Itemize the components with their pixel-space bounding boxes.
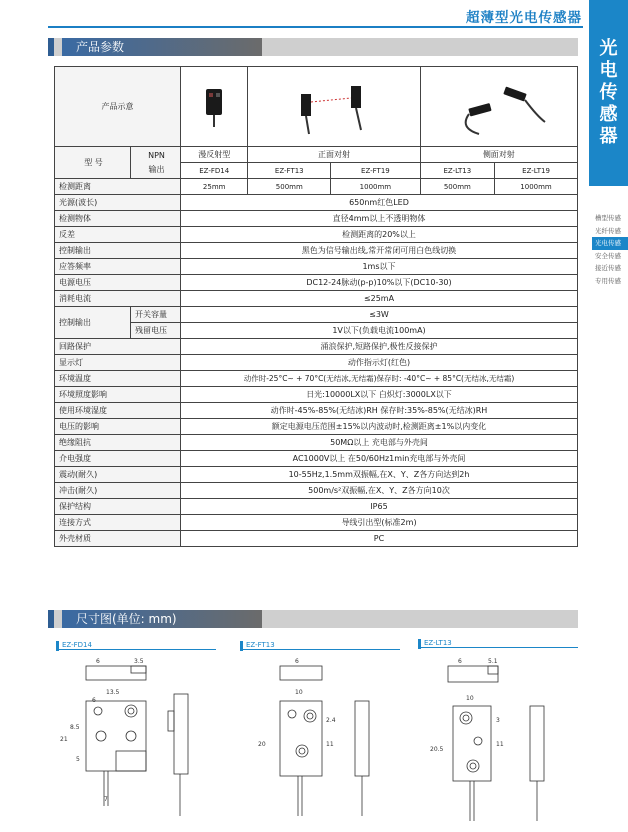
- row-value: 10-55Hz,1.5mm双振幅,在X、Y、Z各方向达到2h: [181, 467, 578, 483]
- row-label: 显示灯: [55, 355, 181, 371]
- diagram-label: EZ-FD14: [56, 641, 216, 650]
- dim-text: 6: [295, 658, 299, 665]
- row-label: 介电强度: [55, 451, 181, 467]
- dim-text: 11: [326, 741, 334, 748]
- row-label: 电源电压: [55, 275, 181, 291]
- section-bar: [48, 38, 54, 56]
- side-category-tab[interactable]: [589, 0, 628, 186]
- dim-text: 2.4: [326, 717, 336, 724]
- row-label: 检测距离: [55, 179, 181, 195]
- section-header-params: [48, 38, 578, 56]
- side-tab-char: 光: [599, 38, 618, 59]
- distance-cell: 1000mm: [495, 179, 578, 195]
- type-cell: 漫反射型: [181, 147, 248, 163]
- row-label: 电压的影响: [55, 419, 181, 435]
- side-tab-char: 器: [599, 126, 618, 147]
- dim-text: 3: [496, 717, 500, 724]
- row-value: 1V以下(负载电流100mA): [181, 323, 578, 339]
- row-value: 直径4mm以上不透明物体: [181, 211, 578, 227]
- dim-text: 10: [466, 695, 474, 702]
- type-cell: 正面对射: [248, 147, 420, 163]
- dim-text: 3.5: [134, 658, 144, 665]
- side-menu-item-active[interactable]: 光电传感: [592, 237, 628, 250]
- spec-table: [54, 66, 578, 547]
- section-title: 尺寸图(单位: mm): [62, 610, 262, 628]
- npn-label: NPN 输出: [131, 147, 181, 179]
- row-value: 动作指示灯(红色): [181, 355, 578, 371]
- type-cell: 侧面对射: [420, 147, 577, 163]
- model-cell: EZ-FD14: [181, 163, 248, 179]
- side-tab-char: 传: [599, 82, 618, 103]
- section-title: 产品参数: [62, 38, 262, 56]
- row-label: 控制输出: [55, 243, 181, 259]
- row-label: 冲击(耐久): [55, 483, 181, 499]
- product-image-fd: [181, 67, 248, 147]
- row-value: 1ms以下: [181, 259, 578, 275]
- side-tab-char: 电: [599, 60, 618, 81]
- dim-text: 13.5: [106, 689, 120, 696]
- dim-text: 8.5: [70, 724, 80, 731]
- distance-cell: 500mm: [248, 179, 331, 195]
- row-value: PC: [181, 531, 578, 547]
- row-value: 导线引出型(标准2m): [181, 515, 578, 531]
- row-value: 动作时-25°C~ + 70°C(无结冰,无结霜)保存时: -40°C~ + 85°C(无结冰,无结霜): [181, 371, 578, 387]
- dim-text: 20.5: [430, 746, 444, 753]
- sub-label: 残留电压: [131, 323, 181, 339]
- row-value: DC12-24脉动(p-p)10%以下(DC10-30): [181, 275, 578, 291]
- dim-text: 5: [76, 756, 80, 763]
- row-label: 环境温度: [55, 371, 181, 387]
- product-image-label: 产品示意: [55, 67, 181, 147]
- distance-cell: 25mm: [181, 179, 248, 195]
- row-value: 650nm红色LED: [181, 195, 578, 211]
- dim-text: 5.1: [488, 658, 498, 665]
- side-menu-item[interactable]: 接近传感: [595, 264, 621, 272]
- diagram-label: EZ-LT13: [418, 639, 578, 648]
- section-header-dims: [48, 610, 578, 628]
- title-underline: [48, 26, 583, 28]
- dim-text: 6: [92, 697, 96, 704]
- row-label: 保护结构: [55, 499, 181, 515]
- side-menu-item[interactable]: 安全传感: [595, 251, 621, 260]
- dimension-drawing-fd14: [56, 656, 226, 832]
- dimension-drawing-ft13: [240, 656, 390, 832]
- row-value: 黑色为信号输出线,常开常闭可用白色线切换: [181, 243, 578, 259]
- row-value: AC1000V以上 在50/60Hz1min充电部与外壳间: [181, 451, 578, 467]
- row-label: 外壳材质: [55, 531, 181, 547]
- model-cell: EZ-FT19: [331, 163, 420, 179]
- product-image-lt: [420, 67, 577, 147]
- row-value: ≤3W: [181, 307, 578, 323]
- row-value: 涌浪保护,短路保护,极性反接保护: [181, 339, 578, 355]
- side-tab-char: 感: [599, 104, 618, 125]
- model-cell: EZ-FT13: [248, 163, 331, 179]
- row-value: 日光:10000LX以下 白炽灯:3000LX以下: [181, 387, 578, 403]
- dim-text: 20: [258, 741, 266, 748]
- row-label: 环境照度影响: [55, 387, 181, 403]
- dim-text: 6: [96, 658, 100, 665]
- row-label: 回路保护: [55, 339, 181, 355]
- section-bar: [48, 610, 54, 628]
- dim-text: 7: [104, 796, 108, 803]
- model-label: 型 号: [55, 147, 131, 179]
- side-menu-item[interactable]: 光纤传感: [595, 226, 621, 235]
- row-label: 绝缘阻抗: [55, 435, 181, 451]
- row-value: 动作时-45%-85%(无结冰)RH 保存时:35%-85%(无结冰)RH: [181, 403, 578, 419]
- row-label: 连接方式: [55, 515, 181, 531]
- row-value: 500m/s²双振幅,在X、Y、Z各方向10次: [181, 483, 578, 499]
- row-label: 使用环境湿度: [55, 403, 181, 419]
- row-label: 检测物体: [55, 211, 181, 227]
- row-label: 反差: [55, 227, 181, 243]
- row-label: 震动(耐久): [55, 467, 181, 483]
- row-label: 应答频率: [55, 259, 181, 275]
- dim-text: 21: [60, 736, 68, 743]
- distance-cell: 500mm: [420, 179, 494, 195]
- row-value: ≤25mA: [181, 291, 578, 307]
- row-label: 光源(波长): [55, 195, 181, 211]
- page-title: 超薄型光电传感器: [466, 10, 582, 26]
- distance-cell: 1000mm: [331, 179, 420, 195]
- side-menu-item[interactable]: 专用传感: [595, 276, 621, 285]
- dim-text: 11: [496, 741, 504, 748]
- side-menu-item[interactable]: 槽型传感: [595, 214, 621, 222]
- row-label: 控制输出: [55, 307, 131, 339]
- model-cell: EZ-LT13: [420, 163, 494, 179]
- row-value: 检测距离的20%以上: [181, 227, 578, 243]
- dim-text: 10: [295, 689, 303, 696]
- row-value: IP65: [181, 499, 578, 515]
- row-label: 消耗电流: [55, 291, 181, 307]
- product-image-ft: [248, 67, 420, 147]
- row-value: 额定电源电压范围±15%以内波动时,检测距离±1%以内变化: [181, 419, 578, 435]
- row-value: 50MΩ以上 充电部与外壳间: [181, 435, 578, 451]
- diagram-label: EZ-FT13: [240, 641, 400, 650]
- model-cell: EZ-LT19: [495, 163, 578, 179]
- side-menu: [592, 212, 628, 287]
- sub-label: 开关容量: [131, 307, 181, 323]
- dimension-drawing-lt13: [418, 656, 578, 832]
- dim-text: 6: [458, 658, 462, 665]
